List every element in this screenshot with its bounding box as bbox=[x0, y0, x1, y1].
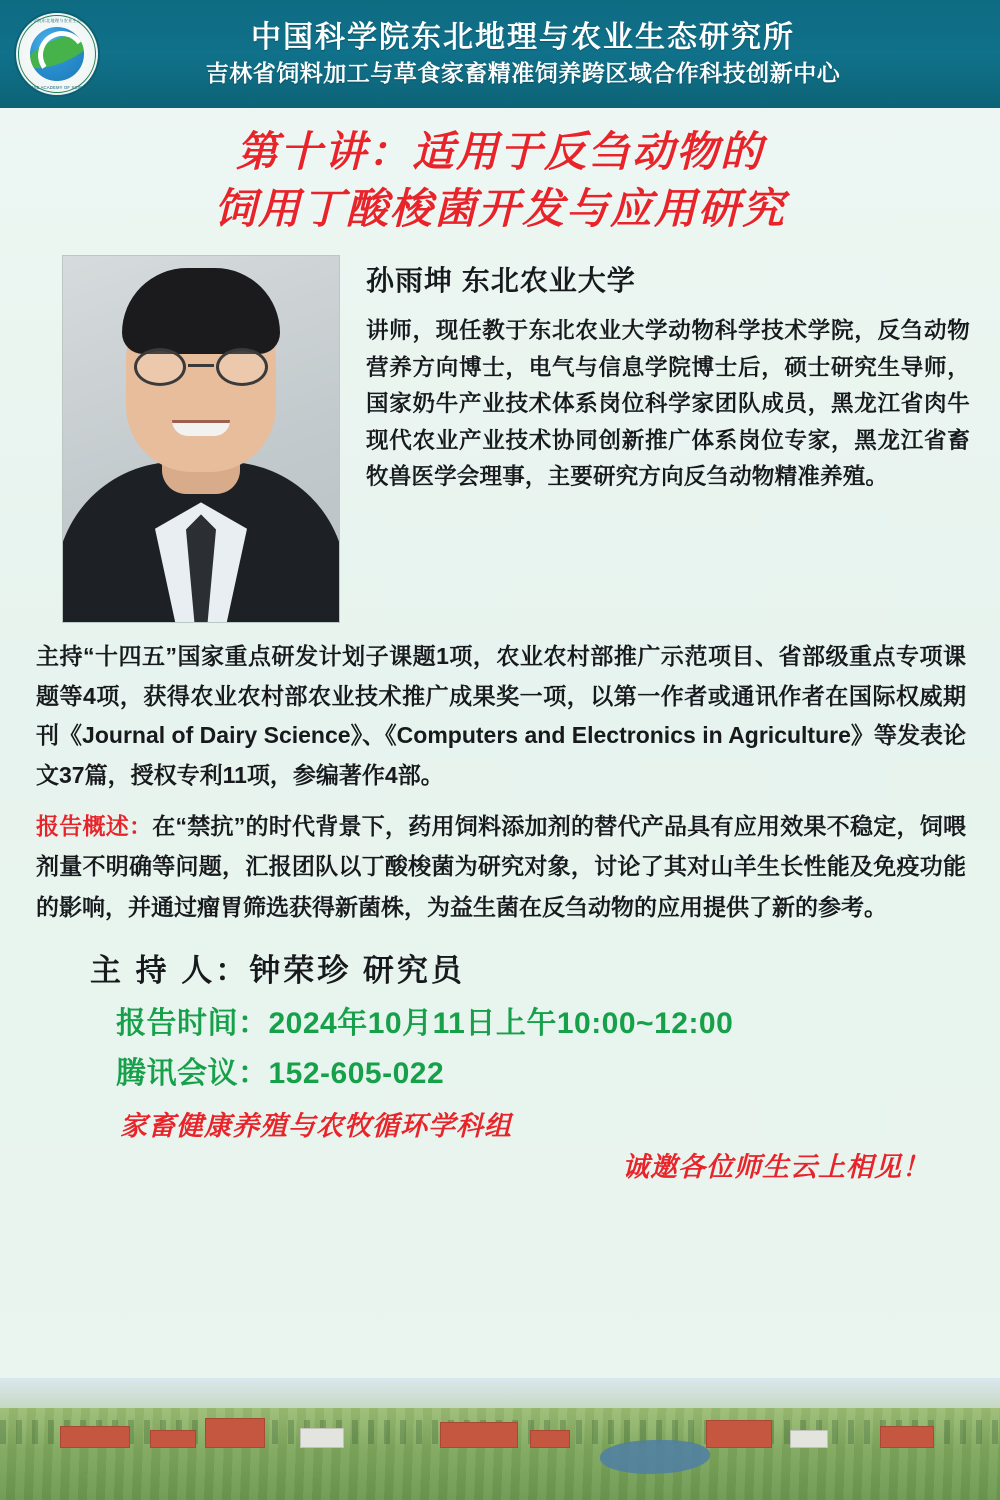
speaker-portrait bbox=[62, 255, 340, 623]
photo-building bbox=[60, 1426, 130, 1448]
glasses-lens-left bbox=[134, 348, 186, 386]
speaker-section bbox=[0, 241, 1000, 623]
photo-building bbox=[300, 1428, 344, 1448]
talk-abstract bbox=[0, 796, 1000, 927]
glasses-icon bbox=[132, 348, 270, 386]
institute-logo bbox=[14, 11, 100, 97]
center-name: 吉林省饲料加工与草食家畜精准饲养跨区域合作科技创新中心 bbox=[205, 60, 841, 87]
photo-building bbox=[150, 1430, 196, 1448]
invitation-text: 诚邀各位师生云上相见！ bbox=[622, 1151, 930, 1183]
photo-building bbox=[440, 1422, 518, 1448]
page-title bbox=[0, 108, 1000, 241]
page-title-line1: 第十讲：适用于反刍动物的 bbox=[235, 127, 764, 176]
speaker-achievements: 主持“十四五”国家重点研发计划子课题1项，农业农村部推广示范项目、省部级重点专项课题等4项，获得农业农村部农业技术推广成果奖一项，以第一作者或通讯作者在国际权威期刊《Journal of Dairy Science》、《Computers and Electronics in Agriculture》等发表论文37篇，授权专利11项，参编著作4部。 bbox=[36, 643, 966, 789]
meeting-time-line bbox=[0, 990, 1000, 1042]
speaker-info bbox=[366, 255, 970, 623]
abstract-text: 在“禁抗”的时代背景下，药用饲料添加剂的替代产品具有应用效果不稳定，饲喂剂量不明确等问题，汇报团队以丁酸梭菌为研究对象，讨论了其对山羊生长性能及免疫功能的影响，并通过瘤胃筛选获得新菌株，为益生菌在反刍动物的应用提供了新的参考。 bbox=[36, 812, 966, 920]
speaker-bio: 讲师，现任教于东北农业大学动物科学技术学院，反刍动物营养方向博士，电气与信息学院博士后，硕士研究生导师，国家奶牛产业技术体系岗位科学家团队成员，黑龙江省肉牛现代农业产业技术协同创新推广体系岗位专家，黑龙江省畜牧兽医学会理事，主要研究方向反刍动物精准养殖。 bbox=[366, 318, 970, 490]
photo-building bbox=[706, 1420, 772, 1448]
photo-building bbox=[205, 1418, 265, 1448]
meeting-channel-label: 腾讯会议： bbox=[116, 1056, 269, 1090]
campus-photo-strip bbox=[0, 1378, 1000, 1500]
research-group-name: 家畜健康养殖与农牧循环学科组 bbox=[120, 1110, 512, 1142]
photo-sky bbox=[0, 1378, 1000, 1408]
portrait-smile bbox=[172, 420, 230, 436]
glasses-lens-right bbox=[216, 348, 268, 386]
page-title-line2: 饲用丁酸梭菌开发与应用研究 bbox=[213, 183, 786, 233]
logo-ring-top-text: 中国科学院东北地理与农业生态研究所 bbox=[19, 18, 95, 23]
photo-building bbox=[790, 1430, 828, 1448]
abstract-label: 报告概述： bbox=[36, 812, 153, 839]
photo-building bbox=[530, 1430, 570, 1448]
meeting-time-value: 2024年10月11日上午10:00~12:00 bbox=[268, 1006, 734, 1040]
header-titles bbox=[100, 19, 986, 89]
host-line bbox=[0, 927, 1000, 990]
photo-building bbox=[880, 1426, 934, 1448]
institute-name: 中国科学院东北地理与农业生态研究所 bbox=[251, 20, 795, 54]
logo-emblem-icon bbox=[30, 27, 84, 81]
meeting-time-label: 报告时间： bbox=[116, 1006, 269, 1040]
glasses-bridge bbox=[188, 364, 214, 367]
speaker-name: 孙雨坤 东北农业大学 bbox=[366, 265, 636, 297]
host-name: 钟荣珍 研究员 bbox=[249, 952, 465, 988]
meeting-channel-value: 152-605-022 bbox=[268, 1056, 445, 1090]
host-label: 主 持 人： bbox=[90, 952, 250, 988]
logo-ring-bottom-text: CHINESE ACADEMY OF SCIENCES bbox=[19, 85, 95, 90]
header-banner bbox=[0, 0, 1000, 108]
meeting-channel-line bbox=[0, 1042, 1000, 1092]
